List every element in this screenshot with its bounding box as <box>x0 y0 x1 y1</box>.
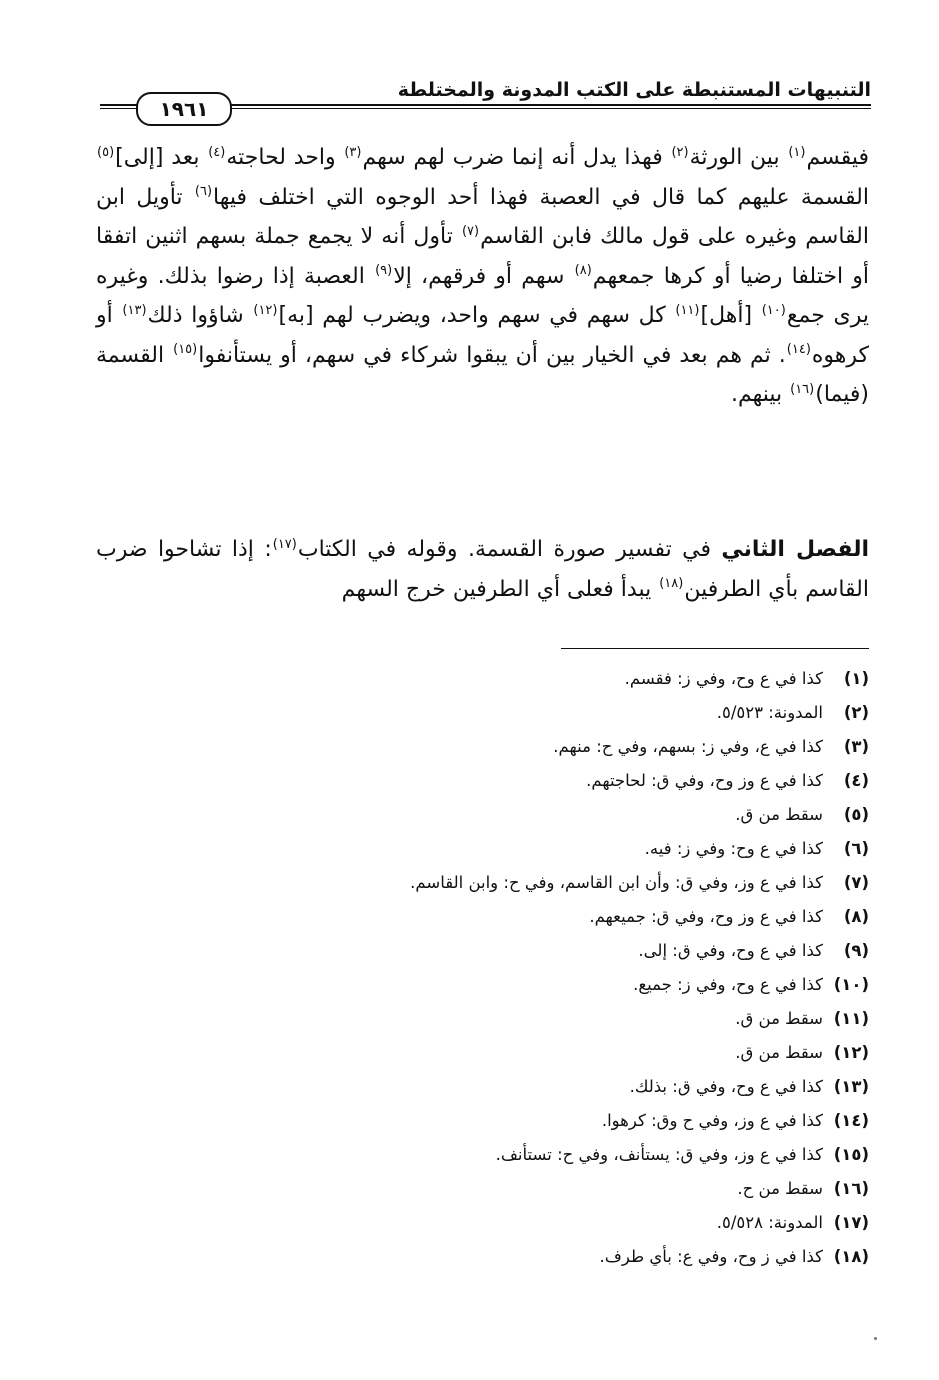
footnote-item <box>89 696 869 730</box>
page-number: ١٩٦١ <box>136 92 232 126</box>
footnote-marker: (٥) <box>97 144 115 160</box>
footnotes <box>89 662 869 1274</box>
text-run: فيقسم <box>806 145 870 170</box>
scan-speck <box>874 1337 877 1340</box>
text-run: في تفسير صورة القسمة. وقوله في الكتاب <box>297 537 722 562</box>
text-run: واحد لحاجته <box>226 145 344 170</box>
footnote-item <box>89 662 869 696</box>
footnote-text: كذا في ع وز، وفي ق: يستأنف، وفي ح: تستأنف. <box>495 1145 823 1164</box>
section-heading: الفصل الثاني <box>721 537 869 562</box>
footnote-marker: (٢) <box>671 144 689 160</box>
footnote-number: (١٤) <box>833 1111 869 1130</box>
footnote-text: سقط من ح. <box>737 1179 823 1198</box>
text-run: بينهم. <box>730 382 790 407</box>
footnote-item <box>89 968 869 1002</box>
footnote-number: (٨) <box>843 907 869 926</box>
footnote-number: (٥) <box>843 805 869 824</box>
footnote-text: سقط من ق. <box>735 1043 823 1062</box>
footnote-marker: (٧) <box>461 223 480 239</box>
footnote-item <box>89 866 869 900</box>
footnote-marker: (١١) <box>675 302 700 318</box>
footnote-number: (١٣) <box>833 1077 869 1096</box>
footnote-item <box>89 1138 869 1172</box>
footnote-number: (٦) <box>843 839 869 858</box>
footnote-number: (١٠) <box>833 975 869 994</box>
footnote-text: كذا في ز وح، وفي ع: بأي طرف. <box>599 1247 823 1266</box>
text-run: . ثم هم بعد في الخيار بين أن يبقوا شركاء في سهم، أو يستأنفوا <box>198 342 786 368</box>
footnote-text: المدونة: ٥/٥٢٨. <box>716 1213 823 1232</box>
footnote-number: (٣) <box>843 737 869 756</box>
footnote-number: (٩) <box>843 941 869 960</box>
footnote-text: كذا في ع، وفي ز: بسهم، وفي ح: منهم. <box>553 737 823 756</box>
footnote-marker: (٨) <box>574 263 592 279</box>
footnote-text: سقط من ق. <box>735 805 823 824</box>
footnote-marker: (١) <box>788 144 806 160</box>
footnote-marker: (١٣) <box>122 302 147 318</box>
footnote-text: كذا في ع وح، وفي ز: جميع. <box>633 975 823 994</box>
footnote-text: سقط من ق. <box>735 1009 823 1028</box>
footnote-item <box>89 832 869 866</box>
footnote-marker: (٤) <box>208 144 226 160</box>
footnote-item <box>89 900 869 934</box>
footnote-text: كذا في ع وز، وفي ق: وأن ابن القاسم، وفي ح: وابن القاسم. <box>410 873 823 892</box>
footnote-marker: (١٠) <box>761 302 786 318</box>
footnote-number: (١١) <box>833 1009 869 1028</box>
footnote-text: كذا في ع وح، وفي ق: بذلك. <box>629 1077 823 1096</box>
body-paragraph <box>96 138 869 415</box>
footnote-text: كذا في ع وح، وفي ز: فقسم. <box>624 669 823 688</box>
footnote-item <box>89 934 869 968</box>
text-run: فهذا يدل أنه إنما ضرب لهم سهم <box>362 145 671 170</box>
text-run: تأويل ابن القاسم وغيره على قول مالك فابن القاسم <box>96 184 870 249</box>
text-run: القسمة عليهم كما قال في العصبة فهذا أحد الوجوه التي اختلف فيها <box>213 184 869 210</box>
text-run: بين الورثة <box>689 145 788 170</box>
footnote-number: (١٥) <box>833 1145 869 1164</box>
footnote-marker: (١٦) <box>790 381 815 397</box>
footnote-item <box>89 798 869 832</box>
footnote-text: المدونة: ٥/٥٢٣. <box>716 703 823 722</box>
footnote-number: (١) <box>843 669 869 688</box>
footnote-item <box>89 1070 869 1104</box>
footnote-text: كذا في ع وح: وفي ز: فيه. <box>644 839 823 858</box>
footnote-marker: (١٥) <box>173 342 198 358</box>
footnote-item <box>89 1240 869 1274</box>
text-run: شاؤوا ذلك <box>147 303 253 328</box>
footnote-marker: (٩) <box>375 263 393 279</box>
running-title: التنبيهات المستنبطة على الكتب المدونة والمختلطة <box>397 79 871 101</box>
text-run: يبدأ فعلى أي الطرفين خرج السهم <box>341 576 659 602</box>
footnote-item <box>89 1172 869 1206</box>
footnote-text: كذا في ع وز وح، وفي ق: جميعهم. <box>589 907 823 926</box>
footnote-marker: (١٤) <box>786 342 811 358</box>
text-run: سهم أو فرقهم، إلا <box>393 263 574 289</box>
footnote-number: (٧) <box>843 873 869 892</box>
footnote-item <box>89 1206 869 1240</box>
text-run: القسمة (فيما) <box>96 342 869 407</box>
footnote-marker: (١٧) <box>272 536 297 552</box>
footnote-number: (١٨) <box>833 1247 869 1266</box>
footnote-marker: (٣) <box>344 144 362 160</box>
text-run: كل سهم في سهم واحد، ويضرب لهم [به] <box>278 303 675 328</box>
text-run: أو كرهوه <box>96 303 870 368</box>
text-run: [أهل] <box>700 303 761 328</box>
footnote-number: (١٢) <box>833 1043 869 1062</box>
text-run: تأول أنه لا يجمع جملة بسهم اثنين اتفقا أو اختلفا رضيا أو كرها جمعهم <box>96 224 869 289</box>
footnote-number: (١٧) <box>833 1213 869 1232</box>
text-run: بعد [إلى] <box>115 145 208 170</box>
footnote-text: كذا في ع وح، وفي ق: إلى. <box>638 941 823 960</box>
footnote-item <box>89 730 869 764</box>
section-block <box>96 530 869 609</box>
footnote-marker: (٦) <box>194 184 213 200</box>
footnote-item <box>89 764 869 798</box>
text-run: العصبة إذا رضوا بذلك. وغيره يرى جمع <box>96 263 869 328</box>
footnote-text: كذا في ع وز وح، وفي ق: لحاجتهم. <box>586 771 823 790</box>
footnote-marker: (١٢) <box>253 302 278 318</box>
text-run: : إذا تشاحوا ضرب القاسم بأي الطرفين <box>96 537 869 602</box>
footnote-number: (٢) <box>843 703 869 722</box>
footnote-number: (٤) <box>843 771 869 790</box>
section-paragraph <box>96 530 869 609</box>
main-text <box>96 138 869 415</box>
footnote-separator <box>561 648 869 649</box>
footnote-marker: (١٨) <box>659 576 684 592</box>
footnote-item <box>89 1104 869 1138</box>
footnote-number: (١٦) <box>833 1179 869 1198</box>
footnote-item <box>89 1036 869 1070</box>
footnote-text: كذا في ع وز، وفي ح وق: كرهوا. <box>601 1111 823 1130</box>
footnote-item <box>89 1002 869 1036</box>
